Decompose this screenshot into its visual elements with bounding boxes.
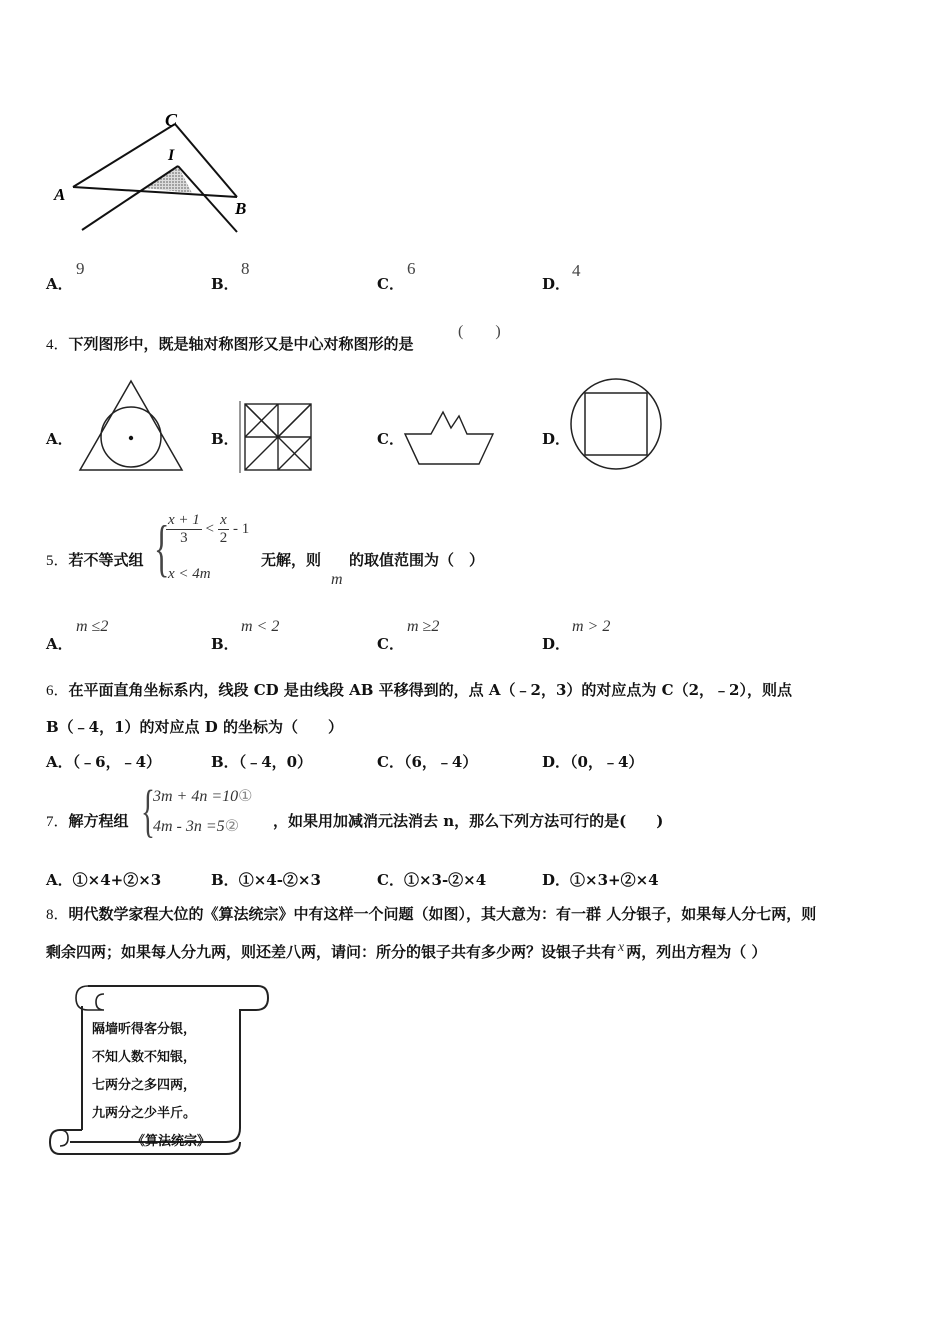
q7-system-brace: { xyxy=(141,778,155,843)
q5-inequality-2: x < 4m xyxy=(168,566,211,582)
question-5-label: 5．若不等式组 xyxy=(46,551,144,569)
pinwheel-icon xyxy=(237,400,315,474)
scroll-line-3: 七两分之多四两， xyxy=(92,1078,197,1093)
q7-option-a[interactable]: A．①×4+②×3 xyxy=(46,871,162,889)
q5-option-a[interactable]: A． xyxy=(46,635,73,653)
q5-option-b-value: m < 2 xyxy=(241,618,280,635)
question-7-label: 7．解方程组 xyxy=(46,812,129,830)
q3-option-b[interactable]: B． xyxy=(211,275,239,293)
q6-option-c[interactable]: C．（6，﹣4） xyxy=(377,753,478,771)
q6-option-b[interactable]: B．（﹣4，0） xyxy=(211,753,313,771)
q4-option-b[interactable]: B． xyxy=(211,430,239,448)
q5-option-c[interactable]: C． xyxy=(377,635,404,653)
q7-option-b[interactable]: B．①×4-②×3 xyxy=(211,871,321,889)
q4-option-a[interactable]: A． xyxy=(46,430,73,448)
q6-option-d[interactable]: D．（0，﹣4） xyxy=(542,753,644,771)
question-6-line-1: 6．在平面直角坐标系内，线段 CD 是由线段 AB 平移得到的，点 A（﹣2，3）的对应点为 C（2，﹣2），则点 xyxy=(46,681,792,699)
q4-option-d[interactable]: D． xyxy=(542,430,571,448)
label-i: I xyxy=(168,147,175,164)
label-a: A xyxy=(54,185,66,204)
q3-option-c[interactable]: C． xyxy=(377,275,404,293)
triangle-with-inscribed-circle-icon xyxy=(76,378,186,474)
q5-system-brace: { xyxy=(154,512,170,583)
triangle-figure xyxy=(40,100,270,240)
scroll-book-title: 《算法统宗》 xyxy=(132,1134,211,1149)
q4-paren: ( ) xyxy=(458,323,501,340)
q5-inequality-1: $\frac{x + 1}{3}$ < $\frac{x}{2}$ - 1 xyxy=(168,512,250,546)
q5-option-b[interactable]: B． xyxy=(211,635,239,653)
q7-equation-1: 3m + 4n =10① xyxy=(153,788,253,805)
q5-text-end: 的取值范围为（ ） xyxy=(349,551,485,569)
q7-option-c[interactable]: C．①×3-②×4 xyxy=(377,871,487,889)
q5-option-a-value: m ≤2 xyxy=(76,618,109,635)
q3-option-d-value: 4 xyxy=(572,261,581,280)
scroll-line-2: 不知人数不知银， xyxy=(92,1050,197,1065)
q5-option-d-value: m > 2 xyxy=(572,618,611,635)
scroll-line-4: 九两分之少半斤。 xyxy=(92,1106,197,1121)
question-6-line-2: B（﹣4，1）的对应点 D 的坐标为（ ） xyxy=(46,718,344,736)
q3-option-a[interactable]: A． xyxy=(46,275,73,293)
q7-text-after: ，如果用加减消元法消去 n，那么下列方法可行的是( ) xyxy=(273,812,664,830)
q5-text-after: 无解，则 xyxy=(261,551,322,569)
question-8-line-1: 8．明代数学家程大位的《算法统宗》中有这样一个问题（如图），其大意为：有一群 人分银子，如果每人分七两，则 xyxy=(46,905,817,923)
question-8-line-2: 剩余四两；如果每人分九两，则还差八两，请问：所分的银子共有多少两？设银子共有 x 两，列出方程为（ ） xyxy=(46,940,767,961)
q7-option-d[interactable]: D．①×3+②×4 xyxy=(542,871,659,889)
q5-option-c-value: m ≥2 xyxy=(407,618,440,635)
q3-option-d[interactable]: D． xyxy=(542,275,571,293)
q6-option-a[interactable]: A．（﹣6，﹣4） xyxy=(46,753,162,771)
q3-option-c-value: 6 xyxy=(407,259,416,278)
circle-with-inscribed-square-icon xyxy=(568,376,664,472)
q5-variable-m: m xyxy=(331,571,343,588)
label-b: B xyxy=(235,199,247,218)
shaded-region xyxy=(144,166,192,193)
label-c: C xyxy=(165,110,178,130)
q4-option-c[interactable]: C． xyxy=(377,430,404,448)
q7-equation-2: 4m - 3n =5② xyxy=(153,818,240,835)
scroll-line-1: 隔墙听得客分银， xyxy=(92,1022,197,1037)
scroll-image xyxy=(46,980,270,1166)
question-4: 4．下列图形中，既是轴对称图形又是中心对称图形的是 xyxy=(46,335,414,353)
paper-boat-icon xyxy=(403,408,495,468)
q3-option-b-value: 8 xyxy=(241,259,250,278)
q5-option-d[interactable]: D． xyxy=(542,635,571,653)
q3-option-a-value: 9 xyxy=(76,259,85,278)
